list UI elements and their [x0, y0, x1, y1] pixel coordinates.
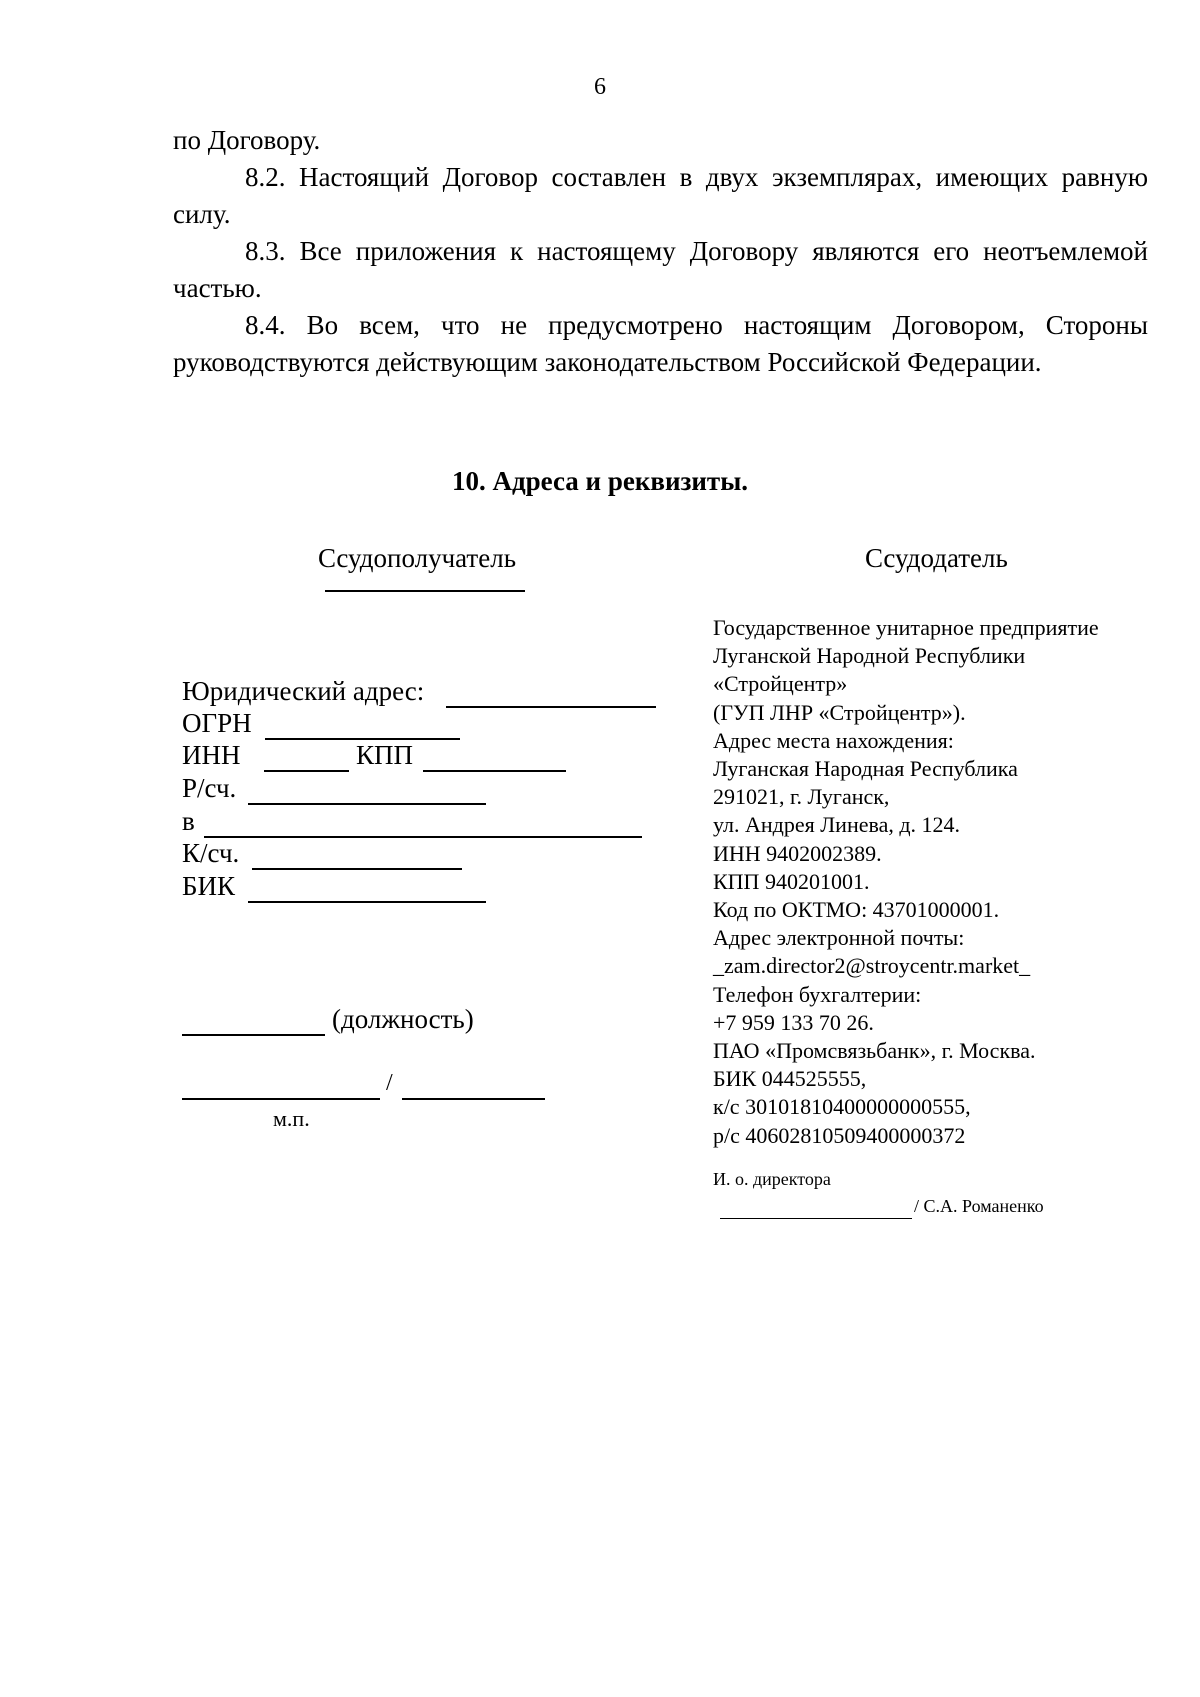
lender-line: КПП 940201001.	[713, 868, 870, 894]
lender-line: Телефон бухгалтерии:	[713, 981, 922, 1007]
lender-phone: +7 959 133 70 26.	[713, 1009, 874, 1035]
borrower-title: Ссудополучатель	[318, 543, 517, 573]
lender-line: ИНН 9402002389.	[713, 840, 882, 866]
position-line	[182, 1034, 325, 1036]
inn-line	[264, 770, 349, 772]
legal-address-label: Юридический адрес:	[182, 676, 425, 706]
paragraph-8-2: 8.2. Настоящий Договор составлен в двух экземплярах, имеющих равную силу.	[173, 162, 1148, 229]
lender-line: к/с 30101810400000000555,	[713, 1094, 971, 1120]
lender-line: БИК 044525555,	[713, 1066, 867, 1092]
inn-label: ИНН	[182, 740, 241, 770]
lender-line: Код по ОКТМО: 43701000001.	[713, 897, 1000, 923]
lender-line: (ГУП ЛНР «Стройцентр»).	[713, 699, 966, 725]
lender-line: ПАО «Промсвязьбанк», г. Москва.	[713, 1038, 1036, 1064]
lender-title: Ссудодатель	[865, 543, 1008, 573]
paragraph-8-3: 8.3. Все приложения к настоящему Договору являются его неотъемлемой частью.	[173, 236, 1148, 303]
bik-line	[248, 901, 486, 903]
corr-account-line	[252, 868, 462, 870]
signatory-role: И. о. директора	[713, 1169, 831, 1189]
bik-label: БИК	[182, 871, 236, 901]
lender-line: Луганская Народная Республика	[713, 756, 1018, 782]
signature-slash: /	[386, 1070, 393, 1096]
kpp-line	[423, 770, 566, 772]
page-number: 6	[594, 74, 606, 100]
lender-line: 291021, г. Луганск,	[713, 784, 890, 810]
legal-address-line	[446, 706, 656, 708]
paragraph-continuation: по Договору.	[173, 125, 321, 155]
lender-line: Адрес электронной почты:	[713, 925, 965, 951]
borrower-name-line	[325, 590, 525, 592]
account-line	[248, 803, 486, 805]
bank-line	[204, 836, 642, 838]
position-label: (должность)	[332, 1004, 474, 1034]
account-label: Р/сч.	[182, 773, 237, 803]
name-line	[402, 1098, 545, 1100]
corr-account-label: К/сч.	[182, 838, 240, 868]
kpp-label: КПП	[356, 740, 414, 770]
signature-line	[182, 1098, 380, 1100]
lender-line: Луганской Народной Республики	[713, 643, 1026, 669]
lender-line: ул. Андрея Линева, д. 124.	[713, 812, 961, 838]
lender-line: «Стройцентр»	[713, 671, 848, 697]
paragraph-8-4: 8.4. Во всем, что не предусмотрено настоящим Договором, Стороны руководствуются действующим законодательством Российской Федерации.	[173, 310, 1148, 377]
lender-email: _zam.director2@stroycentr.market_	[713, 953, 1031, 979]
lender-signature-line	[720, 1218, 912, 1219]
lender-line: Государственное унитарное предприятие	[713, 615, 1099, 640]
signatory-name: / С.А. Романенко	[914, 1196, 1044, 1216]
ogrn-label: ОГРН	[182, 708, 252, 738]
section-heading: 10. Адреса и реквизиты.	[451, 466, 749, 496]
lender-line: Адрес места нахождения:	[713, 727, 954, 753]
lender-details	[713, 614, 1099, 1150]
bank-label: в	[182, 806, 195, 836]
lender-line: р/с 40602810509400000372	[713, 1122, 966, 1148]
stamp-label: м.п.	[273, 1106, 310, 1131]
contract-clauses	[173, 122, 1148, 381]
